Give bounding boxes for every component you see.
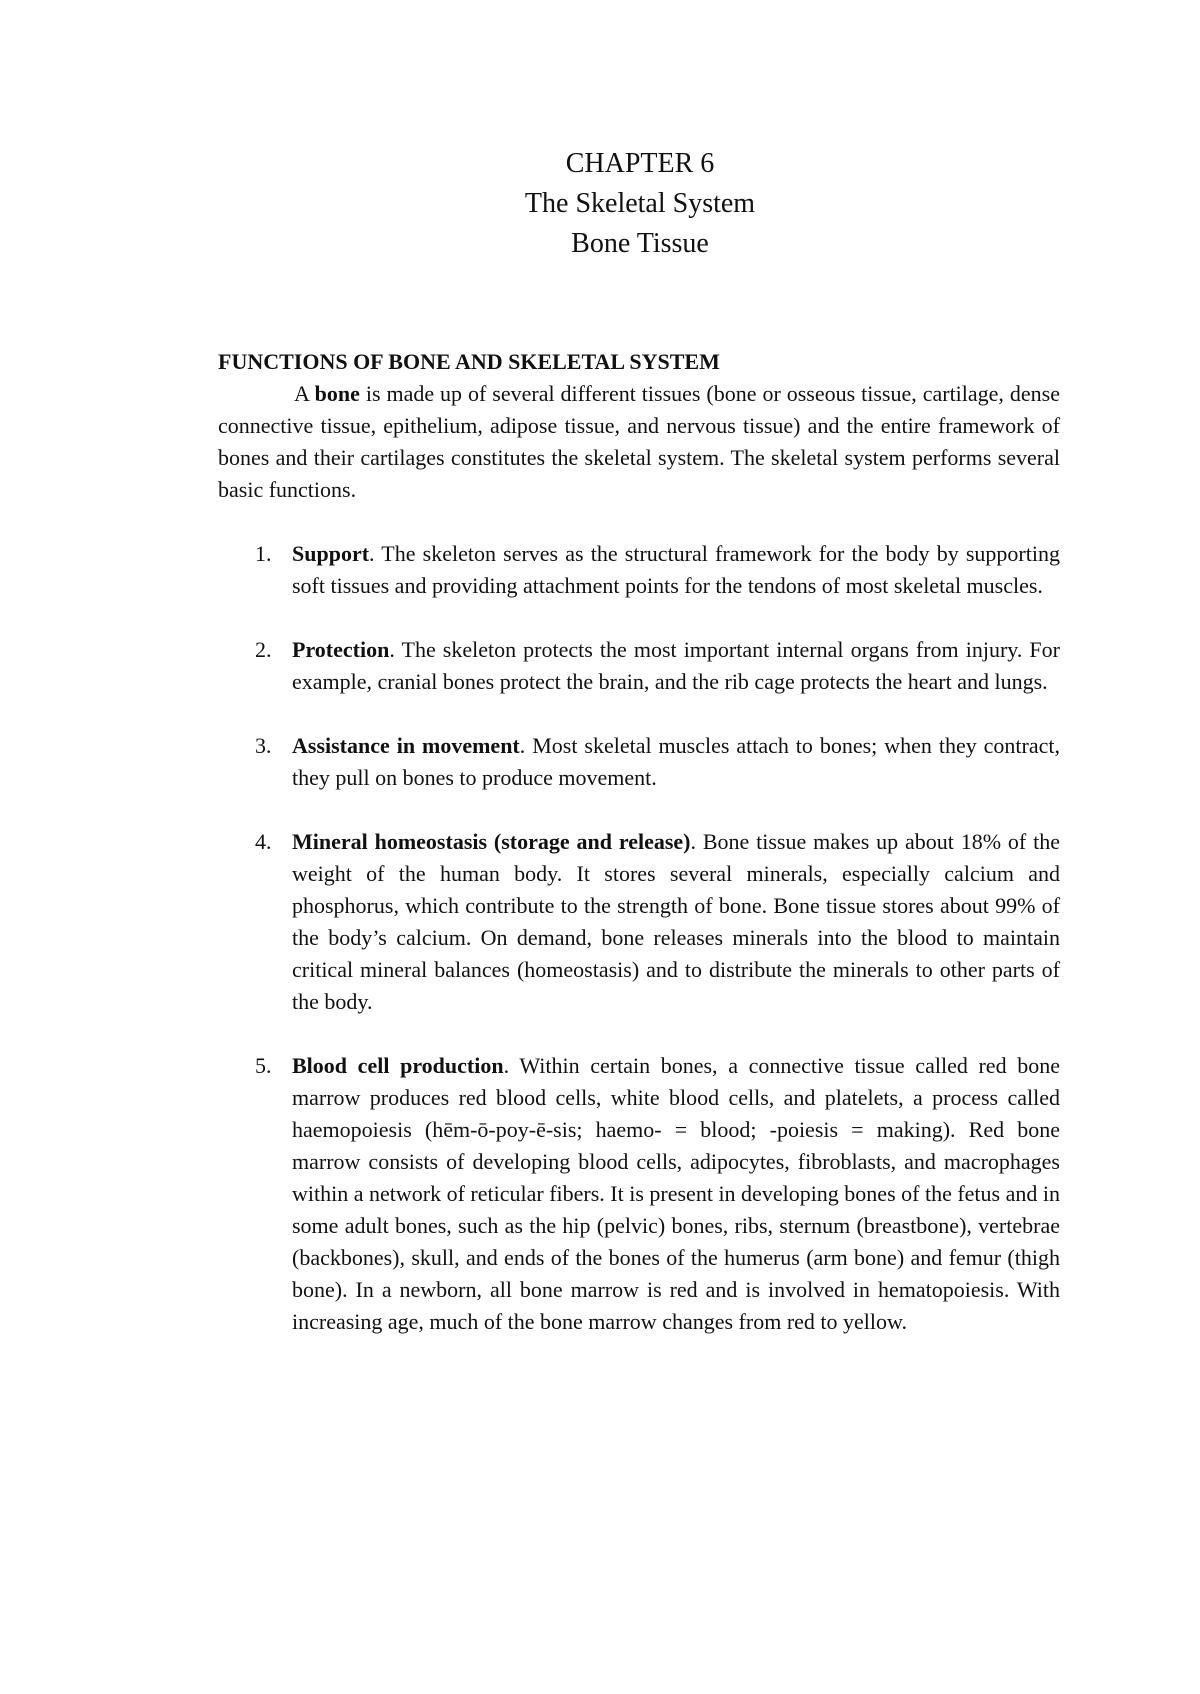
function-term: Blood cell production	[292, 1053, 504, 1078]
chapter-title: The Skeletal System	[524, 188, 756, 219]
intro-text: is made up of several different tissues (bone or osseous tissue, cartilage, dense connective tissue, epithelium, adipose tissue, and nervous tissue) and the entire framework of bones and their cartilages constitutes the skeletal system. The skeletal system performs several basic functions.	[218, 381, 1060, 502]
list-number: 3.	[255, 733, 272, 758]
document-body	[218, 346, 1060, 1370]
intro-prefix: A	[294, 381, 315, 406]
function-item-support	[218, 538, 1060, 602]
function-item-protection	[218, 634, 1060, 698]
function-text: . The skeleton serves as the structural framework for the body by supporting soft tissues and providing attachment points for the tendons of most skeletal muscles.	[292, 541, 1060, 598]
function-text: . Within certain bones, a connective tissue called red bone marrow produces red blood cells, white blood cells, and platelets, a process called haemopoiesis (hēm-ō-poy-ē-sis; haemo- = blood; -poiesis = making). Red bone marrow consists of developing blood cells, adipocytes, fibroblasts, and macrophages within a network of reticular fibers. It is present in developing bones of the fetus and in some adult bones, such as the hip (pelvic) bones, ribs, sternum (breastbone), vertebrae (backbones), skull, and ends of the bones of the humerus (arm bone) and femur (thigh bone). In a newborn, all bone marrow is red and is involved in hematopoiesis. With increasing age, much of the bone marrow changes from red to yellow.	[292, 1053, 1060, 1334]
chapter-title-block	[0, 144, 1200, 264]
function-item-movement	[218, 730, 1060, 794]
chapter-subtitle: Bone Tissue	[571, 228, 709, 259]
function-text: . Bone tissue makes up about 18% of the weight of the human body. It stores several minerals, especially calcium and phosphorus, which contribute to the strength of bone. Bone tissue stores about 99% of the body’s calcium. On demand, bone releases minerals into the blood to maintain critical mineral balances (homeostasis) and to distribute the minerals to other parts of the body.	[292, 829, 1060, 1014]
list-number: 1.	[255, 541, 272, 566]
list-number: 4.	[255, 829, 272, 854]
list-number: 2.	[255, 637, 272, 662]
function-item-mineral-homeostasis	[218, 826, 1060, 1018]
function-term: Support	[292, 541, 370, 566]
intro-term: bone	[314, 381, 360, 406]
function-text: . The skeleton protects the most important internal organs from injury. For example, cranial bones protect the brain, and the rib cage protects the heart and lungs.	[292, 637, 1060, 694]
function-term: Protection	[292, 637, 390, 662]
section-heading: FUNCTIONS OF BONE AND SKELETAL SYSTEM	[218, 349, 720, 374]
intro-paragraph	[218, 378, 1060, 506]
functions-list	[218, 538, 1060, 1338]
function-term: Mineral homeostasis (storage and release)	[292, 829, 691, 854]
chapter-number: CHAPTER 6	[565, 148, 715, 179]
function-item-blood-cell-production	[218, 1050, 1060, 1338]
function-term: Assistance in movement	[292, 733, 520, 758]
list-number: 5.	[255, 1053, 272, 1078]
function-text: . Most skeletal muscles attach to bones; when they contract, they pull on bones to produce movement.	[292, 733, 1061, 790]
